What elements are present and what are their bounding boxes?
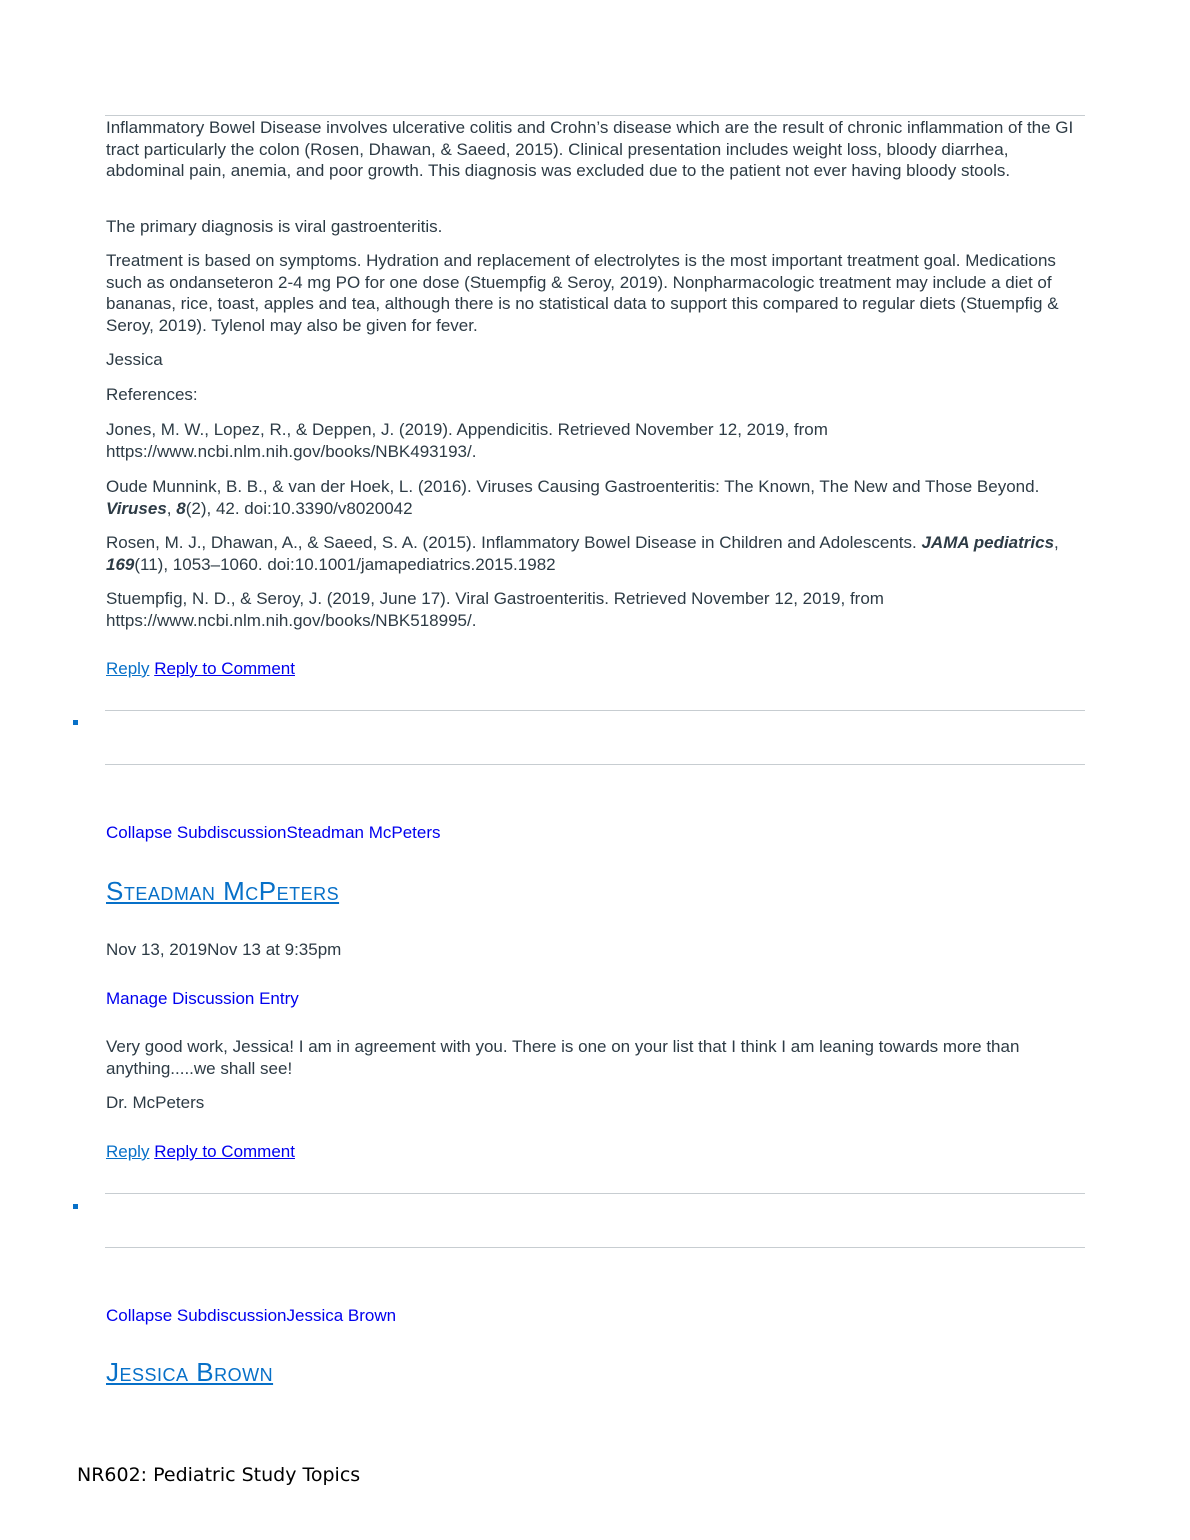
- list-bullet: [73, 720, 78, 725]
- author-name-link[interactable]: Steadman McPeters: [106, 876, 340, 906]
- collapse-subdiscussion-link[interactable]: Collapse SubdiscussionSteadman McPeters: [106, 823, 441, 842]
- reference-stuempfig: Stuempfig, N. D., & Seroy, J. (2019, June 17). Viral Gastroenteritis. Retrieved November 12, 2019, from https://www.ncbi.nlm.nih.gov/books/NBK518995/.: [106, 589, 884, 630]
- reply-link[interactable]: Reply: [106, 659, 150, 678]
- volume-number: 169: [106, 554, 135, 574]
- author-name-link[interactable]: Jessica Brown: [106, 1357, 274, 1387]
- paragraph-treatment: Treatment is based on symptoms. Hydration and replacement of electrolytes is the most important treatment goal. Medications such as ondanseteron 2-4 mg PO for one dose (Stuempfig & Seroy, 2019). Nonpharmacologic treatment may include a diet of bananas, rice, toast, apples and tea, although there is no statistical data to support this compared to regular diets (Stuempfig & Seroy, 2019). Tylenol may also be given for fever.: [106, 251, 1059, 335]
- reply-links: [106, 658, 295, 679]
- reply-to-comment-link[interactable]: Reply to Comment: [154, 1142, 295, 1161]
- post-signature: Jessica: [106, 350, 163, 369]
- divider: [105, 764, 1085, 765]
- reply-link[interactable]: Reply: [106, 1142, 150, 1161]
- journal-name: JAMA pediatrics: [921, 533, 1055, 552]
- list-bullet: [73, 1204, 78, 1209]
- divider: [105, 1193, 1085, 1194]
- reference-text: Rosen, M. J., Dhawan, A., & Saeed, S. A. (2015). Inflammatory Bowel Disease in Children and Adolescents.: [106, 533, 922, 552]
- divider-top: [105, 115, 1085, 116]
- manage-discussion-entry-link[interactable]: Manage Discussion Entry: [106, 989, 299, 1008]
- collapse-subdiscussion-link[interactable]: Collapse SubdiscussionJessica Brown: [106, 1306, 397, 1325]
- reference-jones: Jones, M. W., Lopez, R., & Deppen, J. (2019). Appendicitis. Retrieved November 12, 2019, from https://www.ncbi.nlm.nih.gov/books/NBK493193/.: [106, 420, 828, 461]
- divider: [105, 1247, 1085, 1248]
- divider: [105, 710, 1085, 711]
- reply-to-comment-link[interactable]: Reply to Comment: [154, 659, 295, 678]
- reference-text: (11), 1053–1060. doi:10.1001/jamapediatrics.2015.1982: [134, 554, 556, 574]
- separator: ,: [166, 498, 177, 518]
- reply-signature: Dr. McPeters: [106, 1093, 205, 1112]
- paragraph-ibd: Inflammatory Bowel Disease involves ulcerative colitis and Crohn’s disease which are the result of chronic inflammation of the GI tract particularly the colon (Rosen, Dhawan, & Saeed, 2015). Clinical presentation includes weight loss, bloody diarrhea, abdominal pain, anemia, and poor growth. This diagnosis was excluded due to the patient not ever having bloody stools.: [106, 118, 1074, 180]
- post-date: Nov 13, 2019Nov 13 at 9:35pm: [106, 940, 342, 959]
- volume-number: 8: [176, 498, 186, 518]
- paragraph-primary-diagnosis: The primary diagnosis is viral gastroenteritis.: [106, 217, 443, 236]
- reference-oude-munnink: [106, 476, 1086, 519]
- separator: ,: [1054, 533, 1059, 552]
- reference-text: Oude Munnink, B. B., & van der Hoek, L. (2016). Viruses Causing Gastroenteritis: The Known, The New and Those Beyond.: [106, 477, 1040, 496]
- journal-name: Viruses: [106, 498, 167, 518]
- reply-links: [106, 1141, 295, 1162]
- reference-rosen: [106, 532, 1086, 575]
- page-footer: NR602: Pediatric Study Topics: [77, 1464, 361, 1486]
- reference-text: (2), 42. doi:10.3390/v8020042: [185, 498, 413, 518]
- references-heading: References:: [106, 385, 198, 404]
- reply-body: Very good work, Jessica! I am in agreement with you. There is one on your list that I think I am leaning towards more than anything.....we shall see!: [106, 1037, 1020, 1078]
